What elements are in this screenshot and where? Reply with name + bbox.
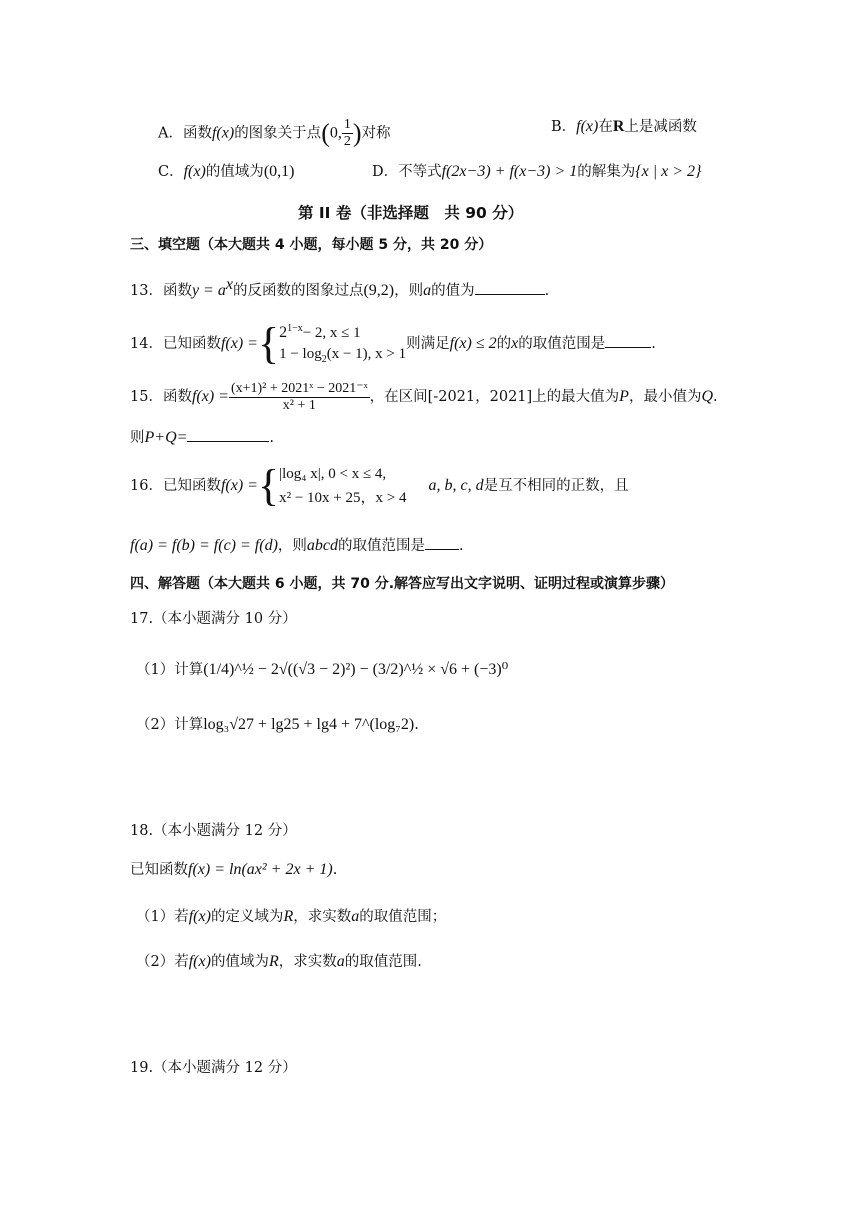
part3-heading: 三、填空题（本大题共 4 小题，每小题 5 分，共 20 分） (130, 237, 493, 253)
q18-p2-d: 的取值范围. (344, 954, 422, 970)
q17-part2 (136, 715, 419, 735)
q15-fraction (229, 381, 370, 414)
q13-point: (9,2) (363, 281, 395, 299)
q12-option-b-R: R (612, 118, 625, 135)
q13-var: a (423, 281, 432, 299)
q13-text1: 的反函数的图象过点 (232, 282, 364, 299)
q18-p1-b: 的定义域为 (210, 909, 284, 925)
q15-fx: f(x) = (191, 388, 229, 405)
q14-cases (279, 318, 406, 370)
q16-line2-text1: ，则 (277, 538, 307, 554)
q12-option-d (372, 162, 701, 182)
q14-case2-b: (x − 1), x > 1 (326, 346, 407, 362)
q14-case-1 (279, 318, 406, 344)
q16-line2-end: . (459, 538, 464, 554)
q18-p1-var: a (351, 908, 360, 925)
q13-expr-sup: x (225, 276, 233, 293)
question-15-line2 (130, 427, 274, 448)
q14-case1-rest: − 2, x ≤ 1 (302, 325, 361, 341)
q12-option-a-text1: 的图象关于点 (234, 125, 322, 142)
q12-option-a-fraction (342, 117, 353, 150)
q12-option-c-range: (0,1) (263, 163, 295, 180)
q12-option-c-text: 的值域为 (205, 164, 264, 180)
q16-text1: 是互不相同的正数，且 (483, 478, 629, 494)
frac-denominator: x² + 1 (282, 397, 316, 413)
q14-fx: f(x) = (220, 335, 258, 352)
question-13 (130, 275, 549, 301)
q18-intro (130, 860, 337, 880)
q16-prefix: 16．已知函数 (130, 478, 221, 494)
q15-line2-expr: P+Q= (144, 429, 188, 446)
q19-title: 19.（本小题满分 12 分） (130, 1060, 297, 1076)
q18-p2-a: （2）若 (136, 954, 189, 970)
q18-title: 18.（本小题满分 12 分） (130, 823, 297, 839)
section2-title: 第 II 卷（非选择题 共 90 分） (298, 204, 524, 222)
q15-end: . (713, 389, 718, 405)
q17-p2-end: . (414, 717, 419, 733)
q15-P: P (619, 388, 629, 405)
answer-blank[interactable] (425, 535, 459, 550)
q14-text1: 则满足 (406, 336, 450, 352)
answer-blank[interactable] (475, 280, 545, 295)
q17-p1-label: （1）计算 (136, 662, 204, 678)
q18-p1-R: R (283, 908, 294, 925)
question-16-line2 (130, 535, 464, 556)
q18-p1-fx: f(x) (188, 908, 211, 925)
q14-var: x (511, 335, 519, 352)
frac-denominator: 2 (343, 134, 351, 149)
q13-text2: ，则 (394, 282, 424, 299)
question-14 (130, 318, 656, 370)
q18-p2-b: 的值域为 (210, 954, 269, 970)
q16-line2-var: abcd (306, 537, 339, 554)
q12-option-c-fx: f(x) (183, 163, 206, 180)
left-brace: { (257, 319, 280, 368)
q14-text2: 的 (496, 336, 512, 352)
q17-p2-label: （2）计算 (136, 717, 204, 733)
q16-vars: a, b, c, d (428, 477, 484, 494)
q17-p1-expr: (1/4)^½ − 2√((√3 − 2)²) − (3/2)^½ × √6 + (−3)⁰ (203, 661, 509, 678)
q15-text2: ，最小值为 (628, 389, 702, 405)
q15-line2-end: . (269, 430, 275, 446)
q14-case-2 (279, 344, 406, 370)
q16-line2-expr: f(a) = f(b) = f(c) = f(d) (130, 537, 278, 554)
q17-p2-expr: log₃√27 + lg25 + lg4 + 7^(log₇2) (203, 716, 415, 733)
q15-text1: ，在区间[-2021，2021]上的最大值为 (369, 389, 620, 405)
q14-text3: 的取值范围是 (518, 336, 606, 352)
q18-p2-var: a (336, 953, 345, 970)
q14-case2-a: 1 − log (279, 346, 322, 362)
q13-prefix: 13．函数 (130, 282, 192, 299)
q16-fx: f(x) = (220, 477, 258, 494)
q18-intro-end: . (332, 862, 338, 878)
q12-option-b-text2: 上是减函数 (624, 119, 697, 135)
q12-option-c (158, 162, 294, 182)
q18-p2-fx: f(x) (188, 953, 211, 970)
q12-option-d-expr: f(2x−3) + f(x−3) > 1 (441, 163, 578, 180)
q18-p1-c: ，求实数 (293, 909, 352, 925)
q17-title: 17.（本小题满分 10 分） (130, 611, 297, 627)
q12-option-c-label: C． (158, 164, 184, 180)
q18-p1-d: 的取值范围； (359, 909, 447, 925)
q13-expr: y = a (191, 281, 226, 299)
q13-end: . (544, 282, 550, 299)
q14-case1-base: 2 (279, 324, 288, 341)
q13-text3: 的值为 (431, 282, 475, 299)
q12-option-a: A．函数f(x)的图象关于点(0, $\frac{1}{2}$ )对称 (158, 117, 391, 149)
left-brace: { (257, 461, 280, 510)
q18-p2-c: ，求实数 (278, 954, 337, 970)
q14-cond: f(x) ≤ 2 (449, 335, 497, 352)
answer-blank[interactable] (605, 333, 651, 348)
q12-option-b-label: B． (551, 119, 577, 135)
q15-line2-prefix: 则 (130, 430, 145, 446)
q16-case-1: |log₄ x|, 0 < x ≤ 4, (279, 466, 387, 482)
question-15 (130, 375, 718, 419)
part4-heading: 四、解答题（本大题共 6 小题，共 70 分.解答应写出文字说明、证明过程或演算步骤） (130, 576, 675, 592)
q12-option-b-fx: f(x) (576, 118, 599, 135)
q16-line2-text2: 的取值范围是 (338, 538, 426, 554)
q15-prefix: 15．函数 (130, 389, 192, 405)
answer-blank[interactable] (187, 427, 269, 442)
q17-part1 (136, 660, 508, 680)
q12-option-b (551, 117, 697, 137)
q18-intro-expr: f(x) = ln(ax² + 2x + 1) (188, 861, 333, 878)
q14-case1-sup: 1−x (287, 323, 303, 334)
q12-option-a-fx: f(x) (211, 124, 235, 142)
q12-option-a-label: A．函数 (158, 125, 212, 142)
frac-numerator: (x+1)² + 2021ˣ − 2021⁻ˣ (230, 380, 368, 396)
q18-part1 (136, 907, 446, 927)
q15-Q: Q (701, 388, 714, 405)
q14-case2-sub: 2 (321, 354, 327, 365)
frac-numerator: 1 (343, 117, 351, 132)
question-16 (130, 462, 629, 510)
q14-end: . (651, 336, 656, 352)
q12-option-a-point: 0, (329, 124, 342, 142)
q12-option-a-text2: 对称 (361, 125, 391, 142)
q18-p2-R: R (268, 953, 279, 970)
q12-option-d-label: D．不等式 (372, 164, 442, 180)
q16-case-2: x² − 10x + 25，x > 4 (279, 490, 407, 506)
q18-intro-text: 已知函数 (130, 862, 188, 878)
q12-option-d-set: {x | x > 2} (635, 163, 702, 180)
q14-prefix: 14．已知函数 (130, 336, 221, 352)
q12-option-b-text: 在 (598, 119, 613, 135)
q18-part2 (136, 952, 422, 972)
q16-cases (279, 462, 406, 510)
q12-option-d-text: 的解集为 (577, 164, 636, 180)
q18-p1-a: （1）若 (136, 909, 189, 925)
